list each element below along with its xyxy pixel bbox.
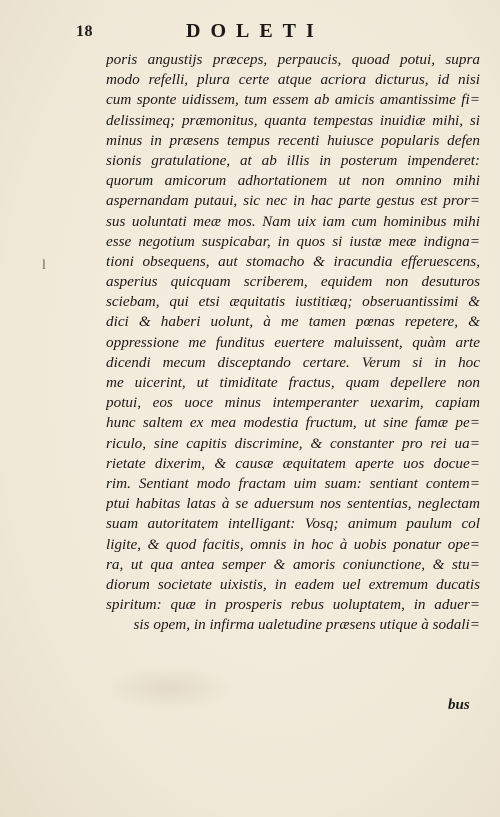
text-line: spiritum: quæ in prosperis rebus uoluptatem, in aduer= [106,596,480,614]
text-line: potui, eos uoce minus intemperanter uexarim, capiam [106,394,480,412]
page-number: 18 [76,23,93,40]
text-line: riculo, sine capitis discrimine, & constanter pro rei ua= [106,434,480,452]
text-line: delissimeq; præmonitus, quanta tempestas inuidiæ mihi, si [106,111,480,129]
text-line: modo refelli, plura certe atque acriora dicturus, id nisi [106,71,480,89]
text-line: diorum societate uixistis, in eadem uel extremum ducatis [106,575,480,593]
paper-stain [104,665,234,711]
text-line: me uicerint, ut timiditate fractus, quam depellere non [106,374,480,391]
running-head: DOLETI [186,20,324,42]
text-line: sis opem, in infirma ualetudine præsens utique à sodali= [133,616,480,634]
text-line: ligite, & quod facitis, omnis in hoc à uobis ponatur ope= [106,535,480,553]
text-line: dici & haberi uolunt, à me tamen pœnas repetere, & [106,313,480,331]
text-line: suam autoritatem intelligant: Vosq; animum paulum col [106,515,480,533]
text-line: cum sponte uidissem, tum essem ab amicis amantissime fi= [106,91,480,109]
text-line: poris angustijs præceps, perpaucis, quoad potui, supra [106,51,480,68]
text-line: ra, ut qua antea semper & amoris coniunctione, & stu= [106,555,480,573]
text-line: quorum amicorum adhortationem ut non omnino mihi [106,172,480,190]
catchword: bus [448,697,470,713]
text-line: esse negotium suspicabar, in quos si iustæ meæ indigna= [106,232,480,250]
text-line: rietate dixerim, & causæ æquitatem aperte uos docue= [106,454,480,472]
text-line: sciebam, qui etsi æquitatis iustitiæq; obseruantissimi & [106,293,480,311]
text-line: rim. Sentiant modo fractam uim suam: sentiant contem= [106,474,480,492]
text-line: dicendi mecum disceptando certare. Verum si in hoc [106,353,480,371]
margin-mark: l [42,258,46,273]
text-line: hunc saltem ex mea modestia fructum, ut sine famæ pe= [106,414,480,432]
text-line: minus in præsens tempus recenti huiusce popularis defen [106,131,480,149]
text-line: asperius quicquam scriberem, equidem non desuturos [106,273,480,291]
text-line: sionis gratulatione, at ab illis in posterum impenderet: [106,151,480,169]
text-line: aspernandam putaui, sic nec in hac parte gestus est pror= [106,192,480,210]
body-text [106,50,480,635]
text-line: oppressione me funditus euertere maluissent, quàm arte [106,333,480,351]
text-line: tioni obsequens, aut stomacho & iracundia efferuescens, [106,252,480,270]
text-line: ptui habitas latas à se aduersum nos sententias, neglectam [106,495,480,513]
text-line: sus uoluntati meæ mos. Nam uix iam cum hominibus mihi [106,212,480,230]
